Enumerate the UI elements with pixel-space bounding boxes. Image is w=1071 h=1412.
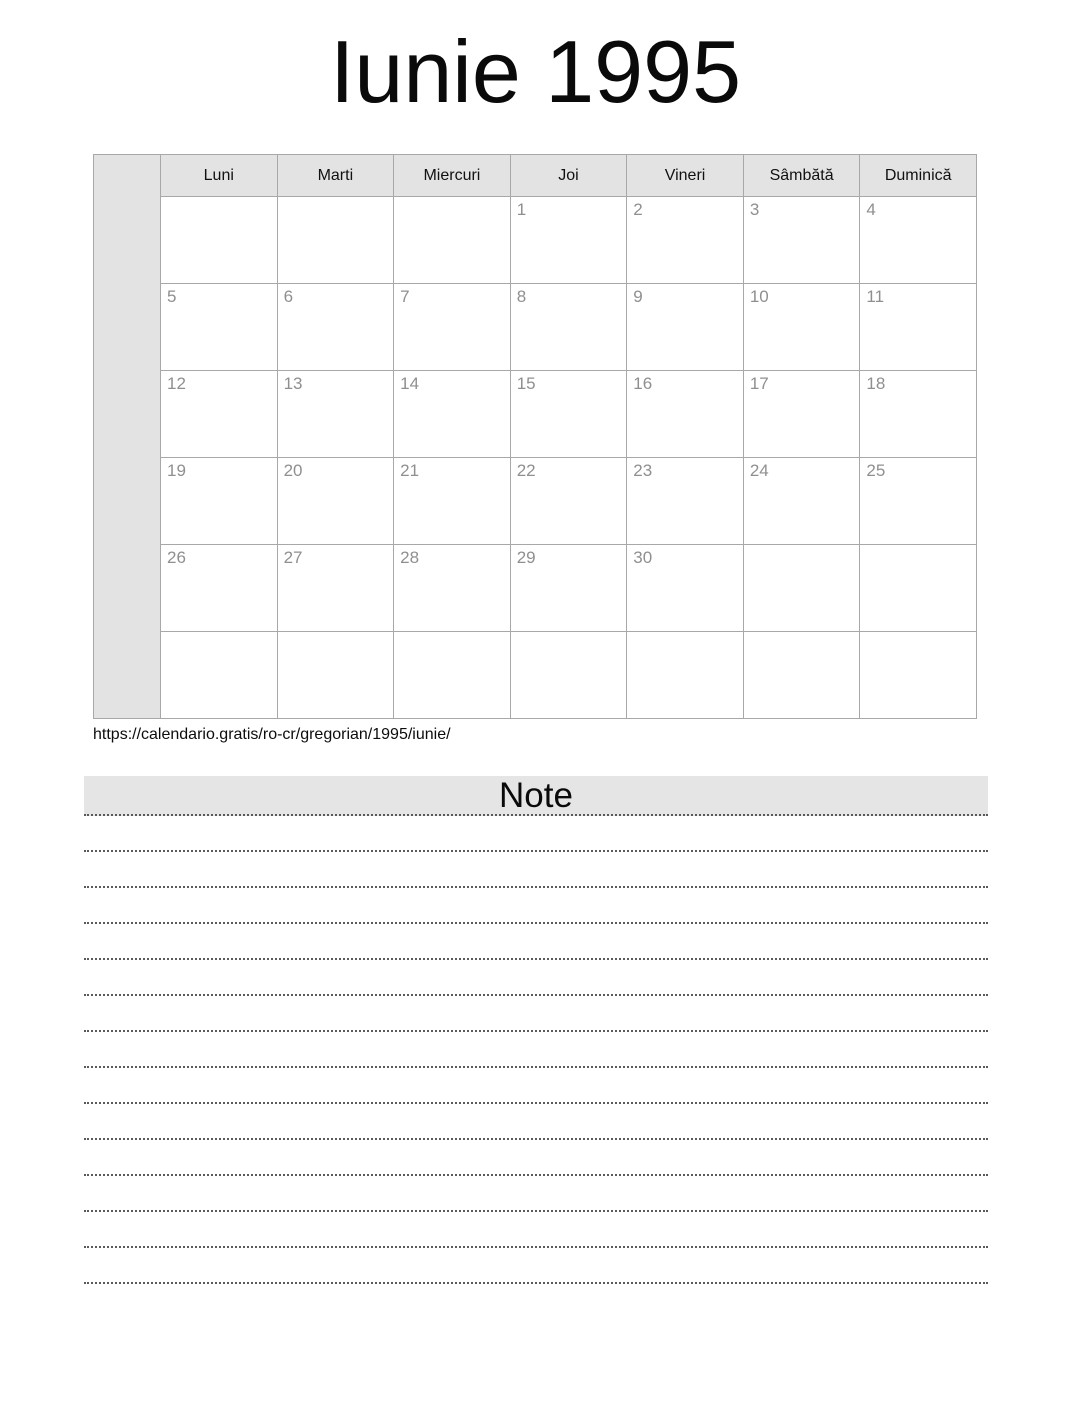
day-cell-23: 23 [627,458,744,545]
day-header-2: Marti [277,155,394,197]
day-cell-26: 26 [161,545,278,632]
day-cell-empty [627,632,744,719]
day-cell-empty [161,197,278,284]
note-line-4 [84,924,988,960]
day-cell-14: 14 [394,371,511,458]
week-row-2 [94,284,977,371]
day-cell-empty [394,197,511,284]
day-cell-empty [277,197,394,284]
day-cell-25: 25 [860,458,977,545]
day-cell-6: 6 [277,284,394,371]
day-cell-2: 2 [627,197,744,284]
day-cell-27: 27 [277,545,394,632]
day-header-7: Duminică [860,155,977,197]
day-cell-19: 19 [161,458,278,545]
note-line-1 [84,816,988,852]
day-cell-1: 1 [510,197,627,284]
day-cell-30: 30 [627,545,744,632]
day-cell-4: 4 [860,197,977,284]
day-cell-12: 12 [161,371,278,458]
calendar-table [93,154,977,719]
day-cell-3: 3 [743,197,860,284]
day-cell-24: 24 [743,458,860,545]
day-header-5: Vineri [627,155,744,197]
note-line-2 [84,852,988,888]
day-cell-28: 28 [394,545,511,632]
note-line-9 [84,1104,988,1140]
day-cell-empty [860,632,977,719]
day-cell-empty [743,632,860,719]
week-row-1 [94,197,977,284]
day-cell-21: 21 [394,458,511,545]
day-cell-29: 29 [510,545,627,632]
week-row-4 [94,458,977,545]
day-cell-empty [161,632,278,719]
source-url: https://calendario.gratis/ro-cr/gregorian/1995/iunie/ [93,726,451,744]
note-line-10 [84,1140,988,1176]
day-cell-5: 5 [161,284,278,371]
week-row-6 [94,632,977,719]
page-title: Iunie 1995 [329,22,742,121]
day-cell-13: 13 [277,371,394,458]
day-cell-empty [394,632,511,719]
day-header-3: Miercuri [394,155,511,197]
day-cell-empty [510,632,627,719]
day-cell-empty [277,632,394,719]
day-cell-22: 22 [510,458,627,545]
day-cell-15: 15 [510,371,627,458]
note-line-13 [84,1248,988,1284]
day-cell-empty [743,545,860,632]
day-cell-18: 18 [860,371,977,458]
day-cell-20: 20 [277,458,394,545]
day-cell-9: 9 [627,284,744,371]
day-header-1: Luni [161,155,278,197]
week-row-3 [94,371,977,458]
day-header-4: Joi [510,155,627,197]
calendar-container [93,154,1071,719]
notes-ruled-lines [84,816,988,1284]
note-line-6 [84,996,988,1032]
day-cell-10: 10 [743,284,860,371]
day-cell-7: 7 [394,284,511,371]
day-cell-16: 16 [627,371,744,458]
note-line-12 [84,1212,988,1248]
week-number-column [94,155,161,719]
note-line-7 [84,1032,988,1068]
note-line-11 [84,1176,988,1212]
notes-section [84,776,988,1284]
day-cell-8: 8 [510,284,627,371]
note-line-3 [84,888,988,924]
note-line-8 [84,1068,988,1104]
week-row-5 [94,545,977,632]
day-cell-empty [860,545,977,632]
day-cell-11: 11 [860,284,977,371]
note-line-5 [84,960,988,996]
day-cell-17: 17 [743,371,860,458]
day-header-6: Sâmbătă [743,155,860,197]
notes-header-bar [84,776,988,816]
notes-title: Note [499,776,573,815]
